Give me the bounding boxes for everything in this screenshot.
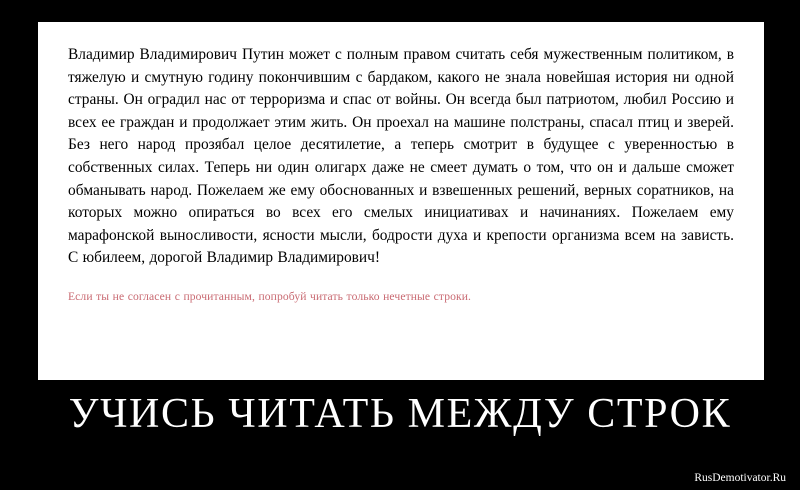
- instruction-caption: Если ты не согласен с прочитанным, попробуй читать только нечетные строки.: [68, 289, 472, 303]
- site-watermark: RusDemotivator.Ru: [694, 472, 786, 484]
- article-text-block: [40, 24, 762, 313]
- article-paragraph: Владимир Владимирович Путин может с полным правом считать себя мужественным политиком, в тяжелую и смутную годину покончившим с бардаком, какого не знала новейшая история ни одной страны. Он оградил нас от терроризма и спас от войны. Он всегда был патриотом, любил Россию и всех ее граждан и продолжает этим жить. Он проехал на машине полстраны, спасал птиц и зверей. Без него народ прозябал целое десятилетие, а теперь смотрит в будущее с уверенностью в собственных силах. Теперь ни один олигарх даже не смеет думать о том, что он и дальше сможет обманывать народ. Пожелаем же ему обоснованных и взвешенных решений, верных соратников, на которых можно опираться во всех его смелых инициативах и начинаниях. Пожелаем ему марафонской выносливости, ясности мысли, бодрости духа и крепости организма всем на зависть. С юбилеем, дорогой Владимир Владимирович!: [68, 46, 734, 267]
- headline-title: УЧИСЬ ЧИТАТЬ МЕЖДУ СТРОК: [68, 391, 732, 437]
- text-card: [38, 22, 764, 380]
